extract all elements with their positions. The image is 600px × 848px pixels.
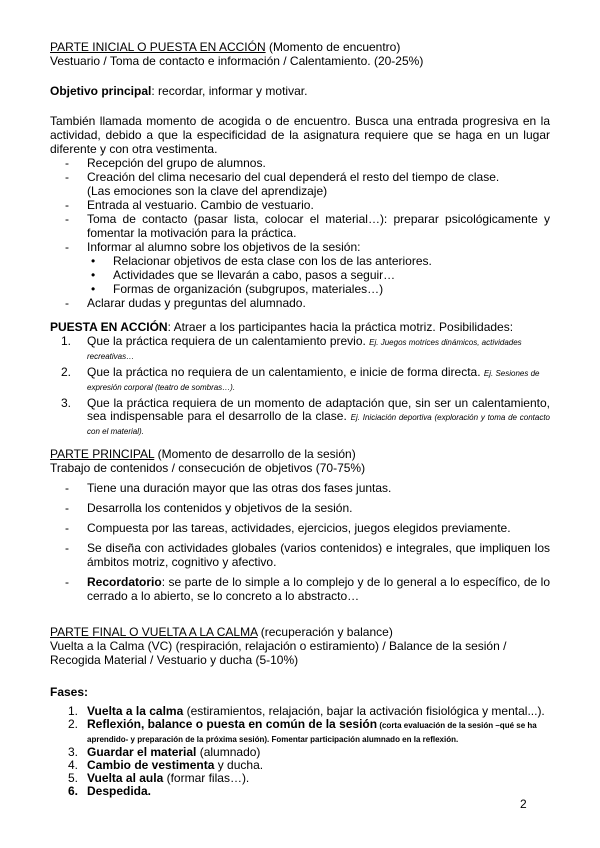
action-line xyxy=(50,320,550,334)
list-item: - Recepción del grupo de alumnos. xyxy=(50,156,550,170)
list-item: - Tiene una duración mayor que las otras dos fases juntas. xyxy=(50,481,550,495)
action-text: : Atraer a los participantes hacia la práctica motriz. Posibilidades: xyxy=(167,320,514,334)
option-item xyxy=(50,366,550,394)
option-text: Que la práctica requiera de un momento de adaptación que, sin ser un calentamiento, sea indispensable para el desarrollo de la clase. xyxy=(87,396,550,423)
final-title-note: (recuperación y balance) xyxy=(257,625,393,639)
list-item: - Creación del clima necesario del cual dependerá el resto del tiempo de clase. xyxy=(50,170,550,184)
option-example: Ej. Juegos motrices dinámicos, actividades recreativas… xyxy=(87,338,522,361)
reminder-item xyxy=(50,575,550,603)
list-item: - Desarrolla los contenidos y objetivos de la sesión. xyxy=(50,501,550,515)
phase-note: (corta evaluación de la sesión –qué se ha aprendido- y preparación de la próxima sesión). Fomentar participación alumnado en la reflexión. xyxy=(87,721,537,744)
objective-label: Objetivo principal xyxy=(50,84,152,98)
initial-title-note: (Momento de encuentro) xyxy=(265,40,401,54)
phase-label: Vuelta a la calma xyxy=(87,704,184,718)
phase-label: Reflexión, balance o puesta en común de la sesión xyxy=(87,717,378,731)
list-item: - Compuesta por las tareas, actividades, ejercicios, juegos elegidos previamente. xyxy=(50,521,550,535)
page-number: 2 xyxy=(520,797,527,811)
phase-label: Despedida. xyxy=(87,784,152,798)
final-title: PARTE FINAL O VUELTA A LA CALMA xyxy=(50,625,258,639)
option-example: Ej. Sesiones de expresión corporal (teatro de sombras…). xyxy=(87,369,540,392)
initial-intro: También llamada momento de acogida o de encuentro. Busca una entrada progresiva en la actividad, debido a que la especificidad de la asignatura requiere que se haga en un lugar diferente y con otra vestimenta. xyxy=(50,114,550,156)
phase-number: 2. xyxy=(68,717,79,731)
phase-label: Cambio de vestimenta xyxy=(87,758,215,772)
main-title-note: (Momento de desarrollo de la sesión) xyxy=(154,447,356,461)
final-subtitle: Vuelta a la Calma (VC) (respiración, relajación o estiramiento) / Balance de la sesión / Recogida Material / Vestuario y ducha (5-10%) xyxy=(50,639,507,667)
bullet-item: • Relacionar objetivos de esta clase con los de las anteriores. xyxy=(50,254,550,268)
document-page xyxy=(50,40,550,798)
phase-number: 1. xyxy=(68,704,79,718)
phase-item xyxy=(50,785,550,798)
phase-number: 3. xyxy=(68,745,79,759)
initial-heading xyxy=(50,40,550,54)
phase-number: 6. xyxy=(68,784,79,798)
phases-label: Fases: xyxy=(50,685,89,699)
initial-subtitle: Vestuario / Toma de contacto e información / Calentamiento. (20-25%) xyxy=(50,54,424,68)
final-heading xyxy=(50,625,550,639)
option-item xyxy=(50,397,550,438)
option-example: Ej. Iniciación deportiva (exploración y toma de contacto con el material). xyxy=(87,413,550,436)
initial-title: PARTE INICIAL O PUESTA EN ACCIÓN xyxy=(50,40,266,54)
list-item: - Toma de contacto (pasar lista, colocar el material…): preparar psicológicamente y fomentar la motivación para la práctica. xyxy=(50,212,550,240)
option-number: 3. xyxy=(61,396,72,410)
objective-line xyxy=(50,84,550,98)
objective-text: : recordar, informar y motivar. xyxy=(151,84,308,98)
list-item: - Aclarar dudas y preguntas del alumnado. xyxy=(50,296,550,310)
option-item xyxy=(50,335,550,363)
reminder-label: Recordatorio xyxy=(87,575,162,589)
list-item: - Se diseña con actividades globales (varios contenidos) e integrales, que impliquen los ámbitos motriz, cognitivo y afectivo. xyxy=(50,541,550,569)
phase-label: Guardar el material xyxy=(87,745,197,759)
main-subtitle: Trabajo de contenidos / consecución de objetivos (70-75%) xyxy=(50,461,366,475)
reminder-text: : se parte de lo simple a lo complejo y de lo general a lo específico, de lo cerrado a lo abierto, se lo concreto a lo abstracto… xyxy=(87,575,550,603)
list-item: - Informar al alumno sobre los objetivos de la sesión: xyxy=(50,240,550,254)
list-item-note: (Las emociones son la clave del aprendizaje) xyxy=(87,184,328,198)
option-number: 2. xyxy=(61,365,72,379)
phase-text: (estiramientos, relajación, bajar la activación fisiológica y mental...). xyxy=(183,704,545,718)
option-text: Que la práctica requiera de un calentamiento previo. xyxy=(87,334,370,348)
main-heading xyxy=(50,447,550,461)
phase-label: Vuelta al aula xyxy=(87,771,164,785)
phase-text: y ducha. xyxy=(214,758,264,772)
option-number: 1. xyxy=(61,334,72,348)
list-item: - Entrada al vestuario. Cambio de vestuario. xyxy=(50,198,550,212)
phase-number: 5. xyxy=(68,771,79,785)
bullet-item: • Actividades que se llevarán a cabo, pasos a seguir… xyxy=(50,268,550,282)
main-title: PARTE PRINCIPAL xyxy=(50,447,155,461)
option-text: Que la práctica no requiera de un calentamiento, e inicie de forma directa. xyxy=(87,365,484,379)
phase-number: 4. xyxy=(68,758,79,772)
phase-text: (alumnado) xyxy=(196,745,261,759)
phase-text: (formar filas…). xyxy=(163,771,250,785)
phase-item xyxy=(50,718,550,746)
action-label: PUESTA EN ACCIÓN xyxy=(50,320,168,334)
bullet-item: • Formas de organización (subgrupos, materiales…) xyxy=(50,282,550,296)
